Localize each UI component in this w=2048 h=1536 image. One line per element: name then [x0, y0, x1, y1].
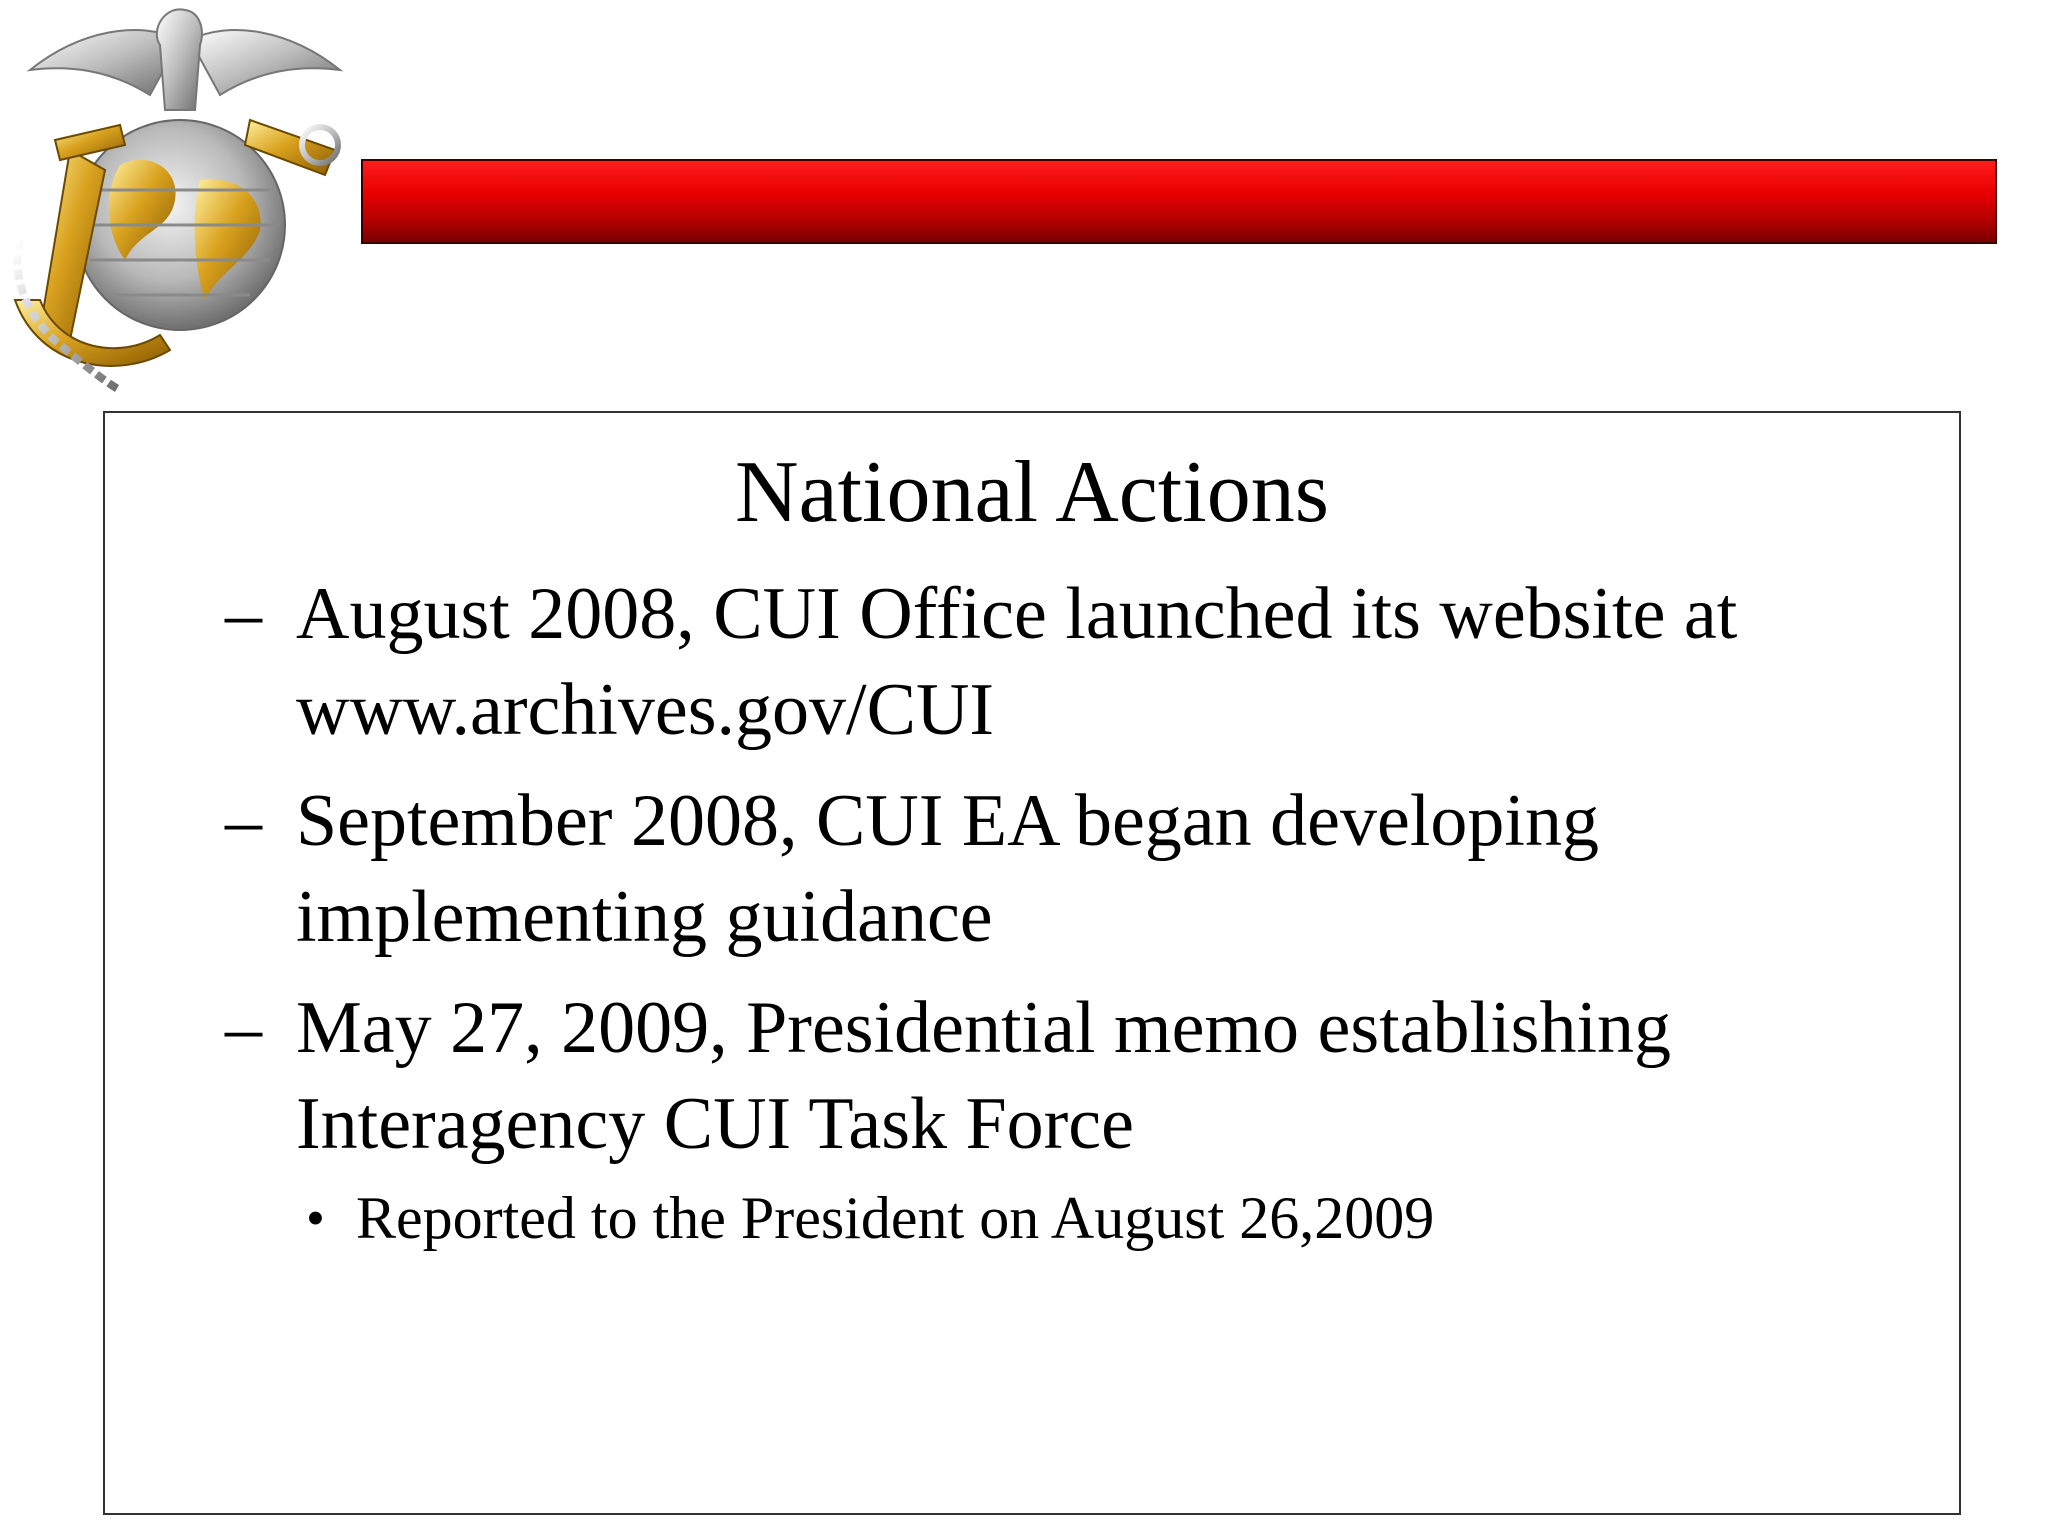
bullet-text-line: May 27, 2009, Presidential memo establishing: [296, 987, 1671, 1069]
content-box: [103, 411, 1961, 1515]
bullet-text-line: September 2008, CUI EA began developing: [296, 780, 1599, 862]
bullet-text-line: Interagency CUI Task Force: [296, 1083, 1134, 1165]
sub-bullet-list: [296, 1172, 1925, 1264]
dash-bullet-icon: –: [225, 780, 262, 862]
dash-bullet-icon: –: [225, 573, 262, 655]
bullet-item: [225, 980, 1925, 1264]
bullet-item: [225, 566, 1925, 758]
sub-bullet-text: Reported to the President on August 26,2009: [356, 1185, 1435, 1251]
dot-bullet-icon: •: [306, 1188, 325, 1248]
bullet-list: [225, 566, 1925, 1279]
dash-bullet-icon: –: [225, 987, 262, 1069]
slide-title: National Actions: [735, 444, 1329, 541]
bullet-item: [225, 773, 1925, 965]
sub-bullet-item: [306, 1172, 1925, 1264]
bullet-text-line: implementing guidance: [296, 876, 993, 958]
bullet-text-line: www.archives.gov/CUI: [296, 669, 995, 751]
header-bar: [361, 159, 1997, 244]
bullet-text-line: August 2008, CUI Office launched its website at: [296, 573, 1738, 655]
eagle-globe-anchor-emblem-icon: [0, 0, 362, 395]
